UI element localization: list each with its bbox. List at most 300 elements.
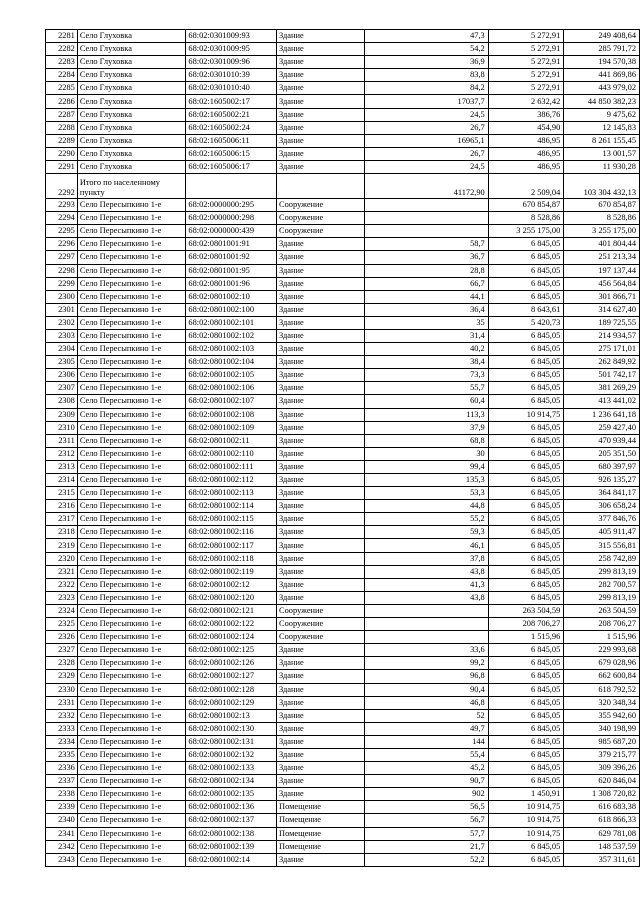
settlement-name-cell: Село Пересыпкино 1-е [77, 487, 186, 500]
cadastral-value-cell: 103 304 432,13 [564, 174, 640, 199]
cadastral-value-cell: 285 791,72 [564, 43, 640, 56]
cadastral-value-cell: 262 849,92 [564, 356, 640, 369]
settlement-name-cell: Село Пересыпкино 1-е [77, 631, 186, 644]
unit-value-cell: 6 845,05 [488, 395, 564, 408]
area-cell: 52 [365, 709, 488, 722]
area-cell: 47,3 [365, 30, 488, 43]
unit-value-cell: 6 845,05 [488, 356, 564, 369]
object-type-cell: Сооружение [277, 631, 365, 644]
table-row [46, 212, 640, 225]
cadastral-value-cell: 44 850 382,23 [564, 95, 640, 108]
row-number-cell: 2332 [46, 709, 78, 722]
settlement-name-cell: Село Пересыпкино 1-е [77, 748, 186, 761]
object-type-cell: Здание [277, 748, 365, 761]
cadastral-value-cell: 214 934,57 [564, 329, 640, 342]
unit-value-cell: 5 272,91 [488, 69, 564, 82]
row-number-cell: 2334 [46, 735, 78, 748]
cadastral-value-cell: 1 236 641,18 [564, 408, 640, 421]
settlement-name-cell: Село Пересыпкино 1-е [77, 277, 186, 290]
cadastral-number-cell: 68:02:0801002:12 [186, 578, 277, 591]
cadastral-number-cell: 68:02:0801002:14 [186, 853, 277, 866]
settlement-name-cell: Село Пересыпкино 1-е [77, 670, 186, 683]
area-cell: 31,4 [365, 329, 488, 342]
object-type-cell: Здание [277, 709, 365, 722]
settlement-name-cell: Село Пересыпкино 1-е [77, 722, 186, 735]
unit-value-cell: 6 845,05 [488, 500, 564, 513]
cadastral-value-cell: 381 269,29 [564, 382, 640, 395]
settlement-name-cell: Село Пересыпкино 1-е [77, 369, 186, 382]
cadastral-number-cell: 68:02:0801002:110 [186, 447, 277, 460]
unit-value-cell: 208 706,27 [488, 618, 564, 631]
table-row [46, 69, 640, 82]
row-number-cell: 2324 [46, 604, 78, 617]
area-cell: 26,7 [365, 147, 488, 160]
area-cell: 60,4 [365, 395, 488, 408]
object-type-cell: Здание [277, 277, 365, 290]
object-type-cell: Помещение [277, 814, 365, 827]
unit-value-cell: 454,90 [488, 121, 564, 134]
row-number-cell: 2310 [46, 421, 78, 434]
cadastral-value-cell: 8 261 155,45 [564, 134, 640, 147]
settlement-name-cell: Село Пересыпкино 1-е [77, 500, 186, 513]
object-type-cell: Здание [277, 578, 365, 591]
settlement-name-cell: Село Пересыпкино 1-е [77, 775, 186, 788]
unit-value-cell: 8 528,86 [488, 212, 564, 225]
unit-value-cell: 670 854,87 [488, 199, 564, 212]
area-cell: 36,9 [365, 56, 488, 69]
table-row [46, 631, 640, 644]
unit-value-cell: 6 845,05 [488, 487, 564, 500]
object-type-cell: Здание [277, 82, 365, 95]
area-cell: 84,2 [365, 82, 488, 95]
table-row [46, 95, 640, 108]
settlement-name-cell: Село Глуховка [77, 108, 186, 121]
table-row [46, 513, 640, 526]
unit-value-cell: 5 272,91 [488, 30, 564, 43]
object-type-cell: Здание [277, 735, 365, 748]
cadastral-value-cell: 441 869,86 [564, 69, 640, 82]
settlement-name-cell: Село Пересыпкино 1-е [77, 565, 186, 578]
row-number-cell: 2335 [46, 748, 78, 761]
object-type-cell: Здание [277, 670, 365, 683]
unit-value-cell: 486,95 [488, 147, 564, 160]
cadastral-number-cell: 68:02:0801002:114 [186, 500, 277, 513]
settlement-name-cell: Село Пересыпкино 1-е [77, 814, 186, 827]
table-row [46, 827, 640, 840]
table-row [46, 251, 640, 264]
table-row [46, 277, 640, 290]
row-number-cell: 2316 [46, 500, 78, 513]
table-row [46, 447, 640, 460]
cadastral-number-cell: 68:02:0801002:132 [186, 748, 277, 761]
settlement-name-cell: Село Пересыпкино 1-е [77, 513, 186, 526]
row-number-cell: 2322 [46, 578, 78, 591]
row-number-cell: 2343 [46, 853, 78, 866]
row-number-cell: 2293 [46, 199, 78, 212]
area-cell: 73,3 [365, 369, 488, 382]
settlement-name-cell: Село Пересыпкино 1-е [77, 552, 186, 565]
table-row [46, 487, 640, 500]
table-row [46, 709, 640, 722]
cadastral-number-cell: 68:02:0801002:117 [186, 539, 277, 552]
row-number-cell: 2283 [46, 56, 78, 69]
table-row [46, 775, 640, 788]
object-type-cell: Здание [277, 251, 365, 264]
table-row [46, 108, 640, 121]
area-cell: 35 [365, 316, 488, 329]
row-number-cell: 2298 [46, 264, 78, 277]
area-cell: 57,7 [365, 827, 488, 840]
cadastral-value-cell: 662 600,84 [564, 670, 640, 683]
cadastral-number-cell: 68:02:0301009:93 [186, 30, 277, 43]
unit-value-cell: 5 272,91 [488, 56, 564, 69]
unit-value-cell: 6 845,05 [488, 238, 564, 251]
cadastral-value-cell: 616 683,38 [564, 801, 640, 814]
cadastral-value-cell: 275 171,01 [564, 343, 640, 356]
unit-value-cell: 6 845,05 [488, 434, 564, 447]
row-number-cell: 2313 [46, 460, 78, 473]
object-type-cell: Сооружение [277, 618, 365, 631]
object-type-cell: Здание [277, 329, 365, 342]
cadastral-number-cell [186, 174, 277, 199]
cadastral-value-cell: 629 781,08 [564, 827, 640, 840]
unit-value-cell: 6 845,05 [488, 591, 564, 604]
area-cell: 24,5 [365, 160, 488, 173]
cadastral-number-cell: 68:02:0801002:129 [186, 696, 277, 709]
table-row [46, 56, 640, 69]
settlement-name-cell: Село Пересыпкино 1-е [77, 578, 186, 591]
cadastral-value-cell: 249 408,64 [564, 30, 640, 43]
settlement-name-cell: Итого по населенному пункту [77, 174, 186, 199]
area-cell: 90,7 [365, 775, 488, 788]
settlement-name-cell: Село Пересыпкино 1-е [77, 853, 186, 866]
object-type-cell: Здание [277, 343, 365, 356]
unit-value-cell: 6 845,05 [488, 552, 564, 565]
area-cell: 40,2 [365, 343, 488, 356]
unit-value-cell: 6 845,05 [488, 657, 564, 670]
unit-value-cell: 6 845,05 [488, 539, 564, 552]
object-type-cell: Здание [277, 56, 365, 69]
object-type-cell: Здание [277, 238, 365, 251]
unit-value-cell: 10 914,75 [488, 408, 564, 421]
cadastral-value-cell: 189 725,55 [564, 316, 640, 329]
settlement-name-cell: Село Глуховка [77, 147, 186, 160]
table-row [46, 421, 640, 434]
cadastral-number-cell: 68:02:0801002:100 [186, 303, 277, 316]
cadastral-value-cell: 985 687,20 [564, 735, 640, 748]
unit-value-cell: 3 255 175,00 [488, 225, 564, 238]
object-type-cell: Помещение [277, 840, 365, 853]
settlement-name-cell: Село Пересыпкино 1-е [77, 212, 186, 225]
object-type-cell [277, 174, 365, 199]
settlement-name-cell: Село Глуховка [77, 82, 186, 95]
cadastral-number-cell: 68:02:1605002:21 [186, 108, 277, 121]
settlement-name-cell: Село Глуховка [77, 121, 186, 134]
row-number-cell: 2321 [46, 565, 78, 578]
table-row [46, 382, 640, 395]
row-number-cell: 2285 [46, 82, 78, 95]
cadastral-value-cell: 620 846,04 [564, 775, 640, 788]
unit-value-cell: 8 643,61 [488, 303, 564, 316]
settlement-name-cell: Село Пересыпкино 1-е [77, 356, 186, 369]
row-number-cell: 2299 [46, 277, 78, 290]
row-number-cell: 2319 [46, 539, 78, 552]
object-type-cell: Здание [277, 644, 365, 657]
row-number-cell: 2303 [46, 329, 78, 342]
area-cell: 55,7 [365, 382, 488, 395]
table-row [46, 748, 640, 761]
cadastral-number-cell: 68:02:0801002:107 [186, 395, 277, 408]
row-number-cell: 2311 [46, 434, 78, 447]
cadastral-value-cell: 229 993,68 [564, 644, 640, 657]
cadastral-value-cell: 12 145,83 [564, 121, 640, 134]
table-row [46, 303, 640, 316]
unit-value-cell: 2 509,04 [488, 174, 564, 199]
unit-value-cell: 6 845,05 [488, 343, 564, 356]
area-cell: 59,3 [365, 526, 488, 539]
object-type-cell: Сооружение [277, 212, 365, 225]
cadastral-number-cell: 68:02:0801002:109 [186, 421, 277, 434]
cadastral-value-cell: 208 706,27 [564, 618, 640, 631]
table-row [46, 43, 640, 56]
settlement-name-cell: Село Пересыпкино 1-е [77, 447, 186, 460]
table-row [46, 238, 640, 251]
cadastral-value-cell: 314 627,40 [564, 303, 640, 316]
object-type-cell: Здание [277, 382, 365, 395]
cadastral-number-cell: 68:02:0801002:104 [186, 356, 277, 369]
area-cell: 113,3 [365, 408, 488, 421]
cadastral-value-cell: 670 854,87 [564, 199, 640, 212]
table-row [46, 356, 640, 369]
cadastral-number-cell: 68:02:0801001:91 [186, 238, 277, 251]
object-type-cell: Здание [277, 853, 365, 866]
unit-value-cell: 6 845,05 [488, 840, 564, 853]
unit-value-cell: 6 845,05 [488, 474, 564, 487]
row-number-cell: 2323 [46, 591, 78, 604]
row-number-cell: 2291 [46, 160, 78, 173]
object-type-cell: Сооружение [277, 604, 365, 617]
cadastral-number-cell: 68:02:0801002:10 [186, 290, 277, 303]
cadastral-value-cell: 11 930,28 [564, 160, 640, 173]
area-cell: 55,2 [365, 513, 488, 526]
settlement-name-cell: Село Глуховка [77, 43, 186, 56]
table-row [46, 604, 640, 617]
cadastral-number-cell: 68:02:0801001:92 [186, 251, 277, 264]
settlement-name-cell: Село Пересыпкино 1-е [77, 316, 186, 329]
unit-value-cell: 6 845,05 [488, 447, 564, 460]
table-row [46, 434, 640, 447]
unit-value-cell: 6 845,05 [488, 775, 564, 788]
table-row [46, 840, 640, 853]
row-number-cell: 2284 [46, 69, 78, 82]
cadastral-number-cell: 68:02:0801002:133 [186, 762, 277, 775]
cadastral-number-cell: 68:02:0801002:130 [186, 722, 277, 735]
table-row [46, 644, 640, 657]
settlement-name-cell: Село Пересыпкино 1-е [77, 343, 186, 356]
settlement-name-cell: Село Пересыпкино 1-е [77, 421, 186, 434]
unit-value-cell: 6 845,05 [488, 513, 564, 526]
cadastral-value-cell: 306 658,24 [564, 500, 640, 513]
unit-value-cell: 6 845,05 [488, 369, 564, 382]
unit-value-cell: 6 845,05 [488, 290, 564, 303]
area-cell: 46,8 [365, 696, 488, 709]
row-number-cell: 2336 [46, 762, 78, 775]
unit-value-cell: 6 845,05 [488, 565, 564, 578]
cadastral-value-cell: 259 427,40 [564, 421, 640, 434]
table-row [46, 134, 640, 147]
row-number-cell: 2306 [46, 369, 78, 382]
cadastral-number-cell: 68:02:0801002:106 [186, 382, 277, 395]
table-row [46, 578, 640, 591]
cadastral-value-cell: 197 137,44 [564, 264, 640, 277]
cadastral-value-table [45, 29, 640, 867]
area-cell: 49,7 [365, 722, 488, 735]
unit-value-cell: 10 914,75 [488, 814, 564, 827]
cadastral-value-cell: 8 528,86 [564, 212, 640, 225]
settlement-name-cell: Село Пересыпкино 1-е [77, 238, 186, 251]
row-number-cell: 2302 [46, 316, 78, 329]
area-cell: 902 [365, 788, 488, 801]
area-cell: 54,2 [365, 43, 488, 56]
settlement-name-cell: Село Пересыпкино 1-е [77, 225, 186, 238]
unit-value-cell: 6 845,05 [488, 264, 564, 277]
cadastral-value-cell: 456 564,84 [564, 277, 640, 290]
cadastral-number-cell: 68:02:0801002:131 [186, 735, 277, 748]
settlement-name-cell: Село Пересыпкино 1-е [77, 683, 186, 696]
table-row [46, 395, 640, 408]
area-cell: 24,5 [365, 108, 488, 121]
cadastral-number-cell: 68:02:1605002:24 [186, 121, 277, 134]
cadastral-number-cell: 68:02:1605002:17 [186, 95, 277, 108]
table-row [46, 174, 640, 199]
cadastral-value-cell: 251 213,34 [564, 251, 640, 264]
row-number-cell: 2328 [46, 657, 78, 670]
object-type-cell: Помещение [277, 801, 365, 814]
unit-value-cell: 6 845,05 [488, 853, 564, 866]
object-type-cell: Здание [277, 421, 365, 434]
cadastral-number-cell: 68:02:1605006:11 [186, 134, 277, 147]
unit-value-cell: 6 845,05 [488, 709, 564, 722]
table-row [46, 147, 640, 160]
settlement-name-cell: Село Пересыпкино 1-е [77, 735, 186, 748]
settlement-name-cell: Село Пересыпкино 1-е [77, 709, 186, 722]
object-type-cell: Здание [277, 539, 365, 552]
cadastral-value-cell: 443 979,02 [564, 82, 640, 95]
object-type-cell: Здание [277, 565, 365, 578]
unit-value-cell: 5 272,91 [488, 82, 564, 95]
unit-value-cell: 1 515,96 [488, 631, 564, 644]
cadastral-value-cell: 377 846,76 [564, 513, 640, 526]
object-type-cell: Здание [277, 513, 365, 526]
area-cell: 96,8 [365, 670, 488, 683]
object-type-cell: Здание [277, 788, 365, 801]
cadastral-value-cell: 405 911,47 [564, 526, 640, 539]
area-cell: 16965,1 [365, 134, 488, 147]
unit-value-cell: 5 272,91 [488, 43, 564, 56]
cadastral-number-cell: 68:02:0801002:136 [186, 801, 277, 814]
table-row [46, 121, 640, 134]
cadastral-number-cell: 68:02:0801002:11 [186, 434, 277, 447]
cadastral-number-cell: 68:02:0801002:105 [186, 369, 277, 382]
object-type-cell: Здание [277, 447, 365, 460]
area-cell: 68,8 [365, 434, 488, 447]
area-cell [365, 199, 488, 212]
cadastral-value-cell: 299 813,19 [564, 591, 640, 604]
object-type-cell: Здание [277, 487, 365, 500]
table-row [46, 565, 640, 578]
unit-value-cell: 6 845,05 [488, 696, 564, 709]
settlement-name-cell: Село Пересыпкино 1-е [77, 539, 186, 552]
row-number-cell: 2337 [46, 775, 78, 788]
object-type-cell: Здание [277, 460, 365, 473]
table-row [46, 500, 640, 513]
row-number-cell: 2286 [46, 95, 78, 108]
area-cell: 36,7 [365, 251, 488, 264]
cadastral-number-cell: 68:02:0000000:298 [186, 212, 277, 225]
row-number-cell: 2309 [46, 408, 78, 421]
cadastral-value-cell: 3 255 175,00 [564, 225, 640, 238]
settlement-name-cell: Село Пересыпкино 1-е [77, 303, 186, 316]
settlement-name-cell: Село Пересыпкино 1-е [77, 460, 186, 473]
object-type-cell: Здание [277, 95, 365, 108]
settlement-name-cell: Село Глуховка [77, 56, 186, 69]
cadastral-value-cell: 926 135,27 [564, 474, 640, 487]
area-cell: 55,4 [365, 748, 488, 761]
unit-value-cell: 6 845,05 [488, 251, 564, 264]
table-row [46, 82, 640, 95]
cadastral-number-cell: 68:02:0801002:116 [186, 526, 277, 539]
object-type-cell: Здание [277, 316, 365, 329]
cadastral-number-cell: 68:02:0801002:103 [186, 343, 277, 356]
row-number-cell: 2340 [46, 814, 78, 827]
unit-value-cell: 386,76 [488, 108, 564, 121]
cadastral-value-cell: 680 397,97 [564, 460, 640, 473]
cadastral-number-cell: 68:02:0801002:115 [186, 513, 277, 526]
area-cell: 43,8 [365, 591, 488, 604]
row-number-cell: 2305 [46, 356, 78, 369]
area-cell: 46,1 [365, 539, 488, 552]
settlement-name-cell: Село Пересыпкино 1-е [77, 290, 186, 303]
cadastral-value-cell: 282 700,57 [564, 578, 640, 591]
table-row [46, 657, 640, 670]
object-type-cell: Здание [277, 369, 365, 382]
row-number-cell: 2317 [46, 513, 78, 526]
cadastral-number-cell: 68:02:0801002:134 [186, 775, 277, 788]
settlement-name-cell: Село Глуховка [77, 30, 186, 43]
table-row [46, 160, 640, 173]
table-row [46, 552, 640, 565]
settlement-name-cell: Село Пересыпкино 1-е [77, 382, 186, 395]
settlement-name-cell: Село Глуховка [77, 69, 186, 82]
table-row [46, 329, 640, 342]
area-cell: 83,8 [365, 69, 488, 82]
table-row [46, 474, 640, 487]
row-number-cell: 2304 [46, 343, 78, 356]
cadastral-number-cell: 68:02:0801002:125 [186, 644, 277, 657]
object-type-cell: Здание [277, 30, 365, 43]
area-cell: 99,4 [365, 460, 488, 473]
unit-value-cell: 263 504,59 [488, 604, 564, 617]
object-type-cell: Сооружение [277, 225, 365, 238]
object-type-cell: Здание [277, 474, 365, 487]
area-cell: 36,4 [365, 303, 488, 316]
settlement-name-cell: Село Пересыпкино 1-е [77, 801, 186, 814]
area-cell [365, 212, 488, 225]
cadastral-value-cell: 501 742,17 [564, 369, 640, 382]
cadastral-number-cell: 68:02:0801002:126 [186, 657, 277, 670]
cadastral-number-cell: 68:02:0801002:111 [186, 460, 277, 473]
cadastral-number-cell: 68:02:0000000:439 [186, 225, 277, 238]
